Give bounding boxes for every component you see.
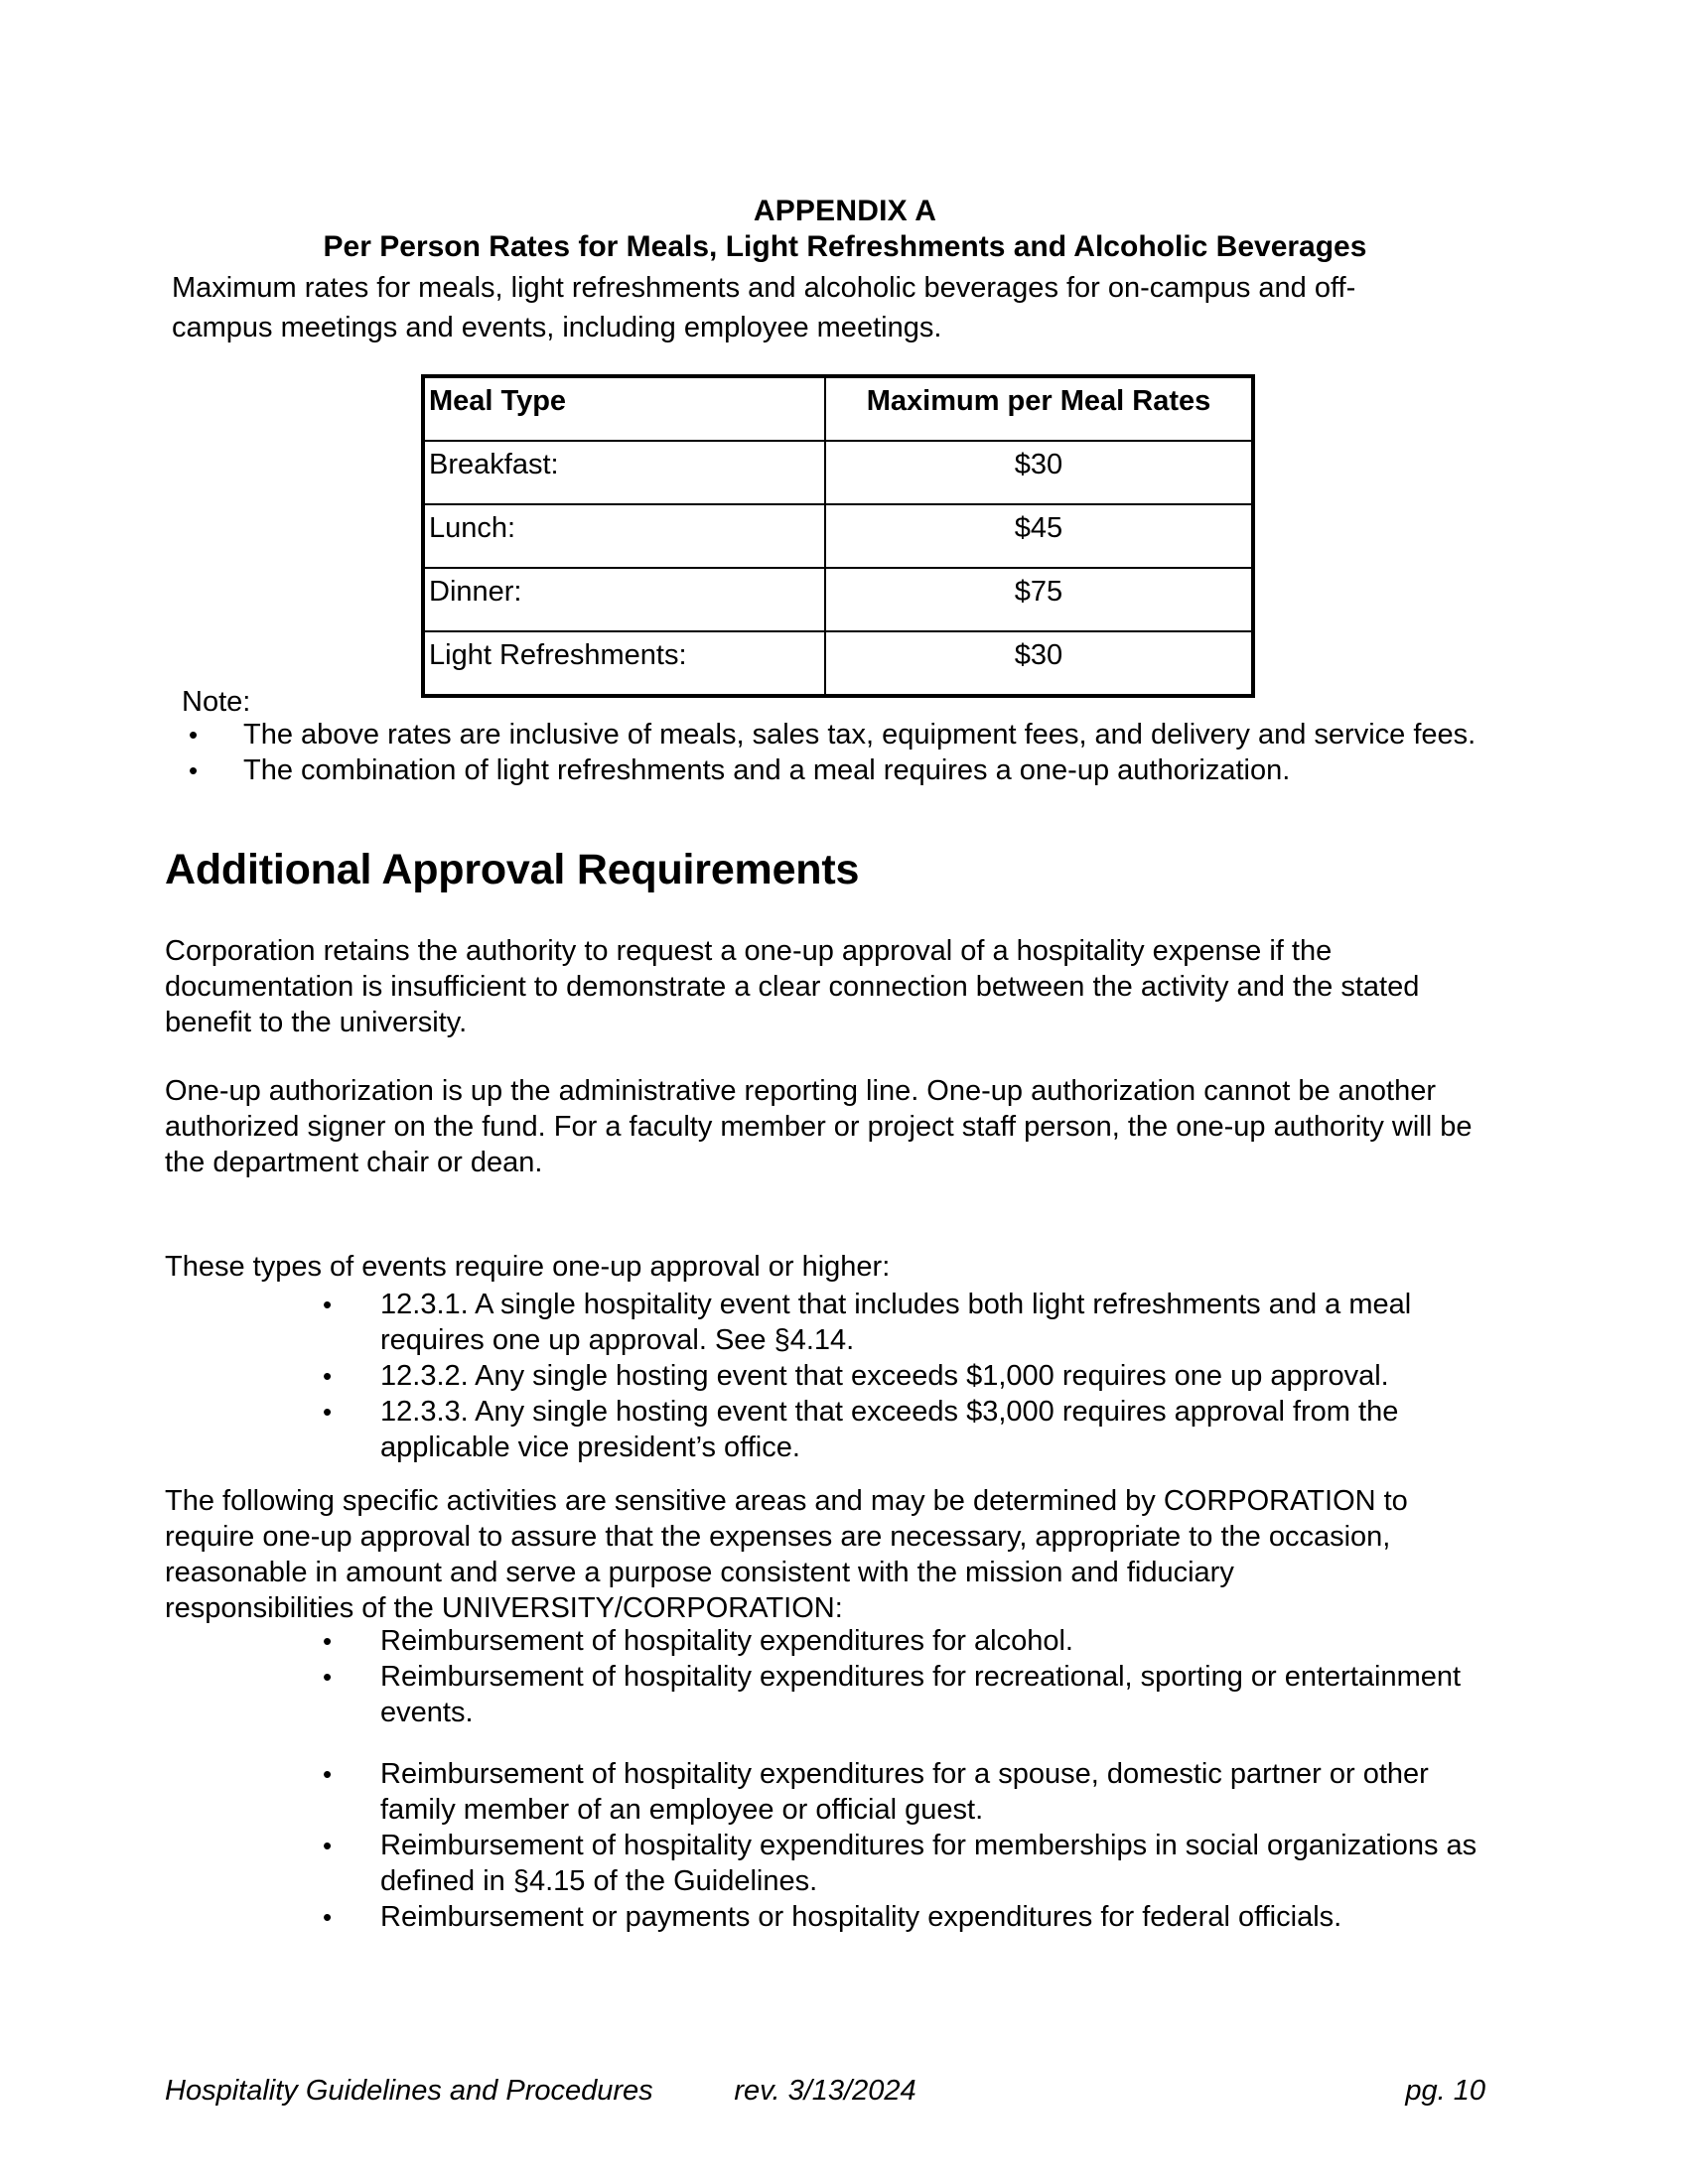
sensitive-bullet-text: Reimbursement or payments or hospitality expenditures for federal officials. bbox=[380, 1901, 1342, 1933]
intro-paragraph bbox=[172, 268, 1466, 347]
cell-meal-type-breakfast: Breakfast: bbox=[423, 441, 825, 504]
cell-rate-dinner: $75 bbox=[825, 568, 1253, 631]
list-item bbox=[323, 1828, 1484, 1899]
note-label: Note: bbox=[182, 686, 251, 718]
table-row bbox=[423, 504, 1253, 568]
cell-meal-type-dinner: Dinner: bbox=[423, 568, 825, 631]
list-item bbox=[323, 1623, 1484, 1659]
sensitive-activities-bullet-list bbox=[323, 1623, 1484, 1935]
table-row bbox=[423, 568, 1253, 631]
paragraph-one-up-authorization: One-up authorization is up the administrative reporting line. One-up authorization cannot be another authorized signer on the fund. For a faculty member or project staff person, the one-up authority will be the department chair or dean. bbox=[165, 1075, 1473, 1178]
cell-meal-type-light-refreshments: Light Refreshments: bbox=[423, 631, 825, 696]
list-item bbox=[323, 1287, 1484, 1358]
bullet-icon: • bbox=[323, 1902, 333, 1932]
table-row bbox=[423, 441, 1253, 504]
intro-line-1: Maximum rates for meals, light refreshments and alcoholic beverages for on-campus and off- bbox=[172, 272, 1356, 304]
paragraph-corporation-authority: Corporation retains the authority to request a one-up approval of a hospitality expense if the documentation is insufficient to demonstrate a clear connection between the activity and the stated benefit to the university. bbox=[165, 935, 1420, 1038]
bullet-icon: • bbox=[323, 1290, 333, 1319]
bullet-icon: • bbox=[323, 1397, 333, 1427]
approval-bullet-text: 12.3.1. A single hospitality event that includes both light refreshments and a meal requires one up approval. See §4.14. bbox=[380, 1289, 1412, 1356]
paragraph-event-types-lead-in: These types of events require one-up approval or higher: bbox=[165, 1251, 891, 1283]
list-item bbox=[323, 1394, 1484, 1465]
sensitive-bullet-text: Reimbursement of hospitality expenditures for alcohol. bbox=[380, 1625, 1073, 1657]
bullet-icon: • bbox=[323, 1361, 333, 1391]
intro-line-2: campus meetings and events, including employee meetings. bbox=[172, 312, 942, 343]
footer-page-number: pg. 10 bbox=[1405, 2075, 1485, 2107]
list-item bbox=[189, 752, 1479, 788]
cell-rate-lunch: $45 bbox=[825, 504, 1253, 568]
column-header-max-rate: Maximum per Meal Rates bbox=[825, 376, 1253, 441]
section-heading-additional-approval: Additional Approval Requirements bbox=[165, 846, 860, 893]
approval-bullet-text: 12.3.2. Any single hosting event that exceeds $1,000 requires one up approval. bbox=[380, 1360, 1389, 1392]
approval-bullet-text: 12.3.3. Any single hosting event that exceeds $3,000 requires approval from the applicable vice president’s office. bbox=[380, 1396, 1399, 1463]
table-row bbox=[423, 631, 1253, 696]
sensitive-bullet-text: Reimbursement of hospitality expenditures for memberships in social organizations as defined in §4.15 of the Guidelines. bbox=[380, 1830, 1477, 1897]
paragraph-sensitive-activities: The following specific activities are sensitive areas and may be determined by CORPORATION to require one-up approval to assure that the expenses are necessary, appropriate to the occasion, reasonable in amount and serve a purpose consistent with the mission and fiduciary responsibilities of the UNIVERSITY/CORPORATION: bbox=[165, 1485, 1408, 1624]
approval-bullet-list bbox=[323, 1287, 1484, 1465]
list-item bbox=[323, 1659, 1484, 1730]
note-bullet-text: The combination of light refreshments and a meal requires a one-up authorization. bbox=[243, 754, 1291, 786]
cell-meal-type-lunch: Lunch: bbox=[423, 504, 825, 568]
note-bullet-text: The above rates are inclusive of meals, sales tax, equipment fees, and delivery and service fees. bbox=[243, 719, 1477, 751]
column-header-meal-type: Meal Type bbox=[423, 376, 825, 441]
list-item bbox=[323, 1756, 1484, 1828]
list-item bbox=[189, 717, 1479, 752]
appendix-title: APPENDIX A bbox=[753, 195, 937, 227]
bullet-icon: • bbox=[323, 1662, 333, 1692]
table-header-row bbox=[423, 376, 1253, 441]
bullet-icon: • bbox=[323, 1759, 333, 1789]
sensitive-bullet-text: Reimbursement of hospitality expenditures for a spouse, domestic partner or other family member of an employee or official guest. bbox=[380, 1758, 1429, 1826]
list-item bbox=[323, 1899, 1484, 1935]
list-item bbox=[323, 1358, 1484, 1394]
cell-rate-light-refreshments: $30 bbox=[825, 631, 1253, 696]
note-bullet-list bbox=[189, 717, 1479, 788]
bullet-icon: • bbox=[189, 755, 199, 785]
bullet-icon: • bbox=[323, 1831, 333, 1860]
bullet-icon: • bbox=[189, 720, 199, 750]
cell-rate-breakfast: $30 bbox=[825, 441, 1253, 504]
footer-revision-date: rev. 3/13/2024 bbox=[734, 2075, 916, 2107]
bullet-icon: • bbox=[323, 1626, 333, 1656]
meal-rates-table bbox=[421, 374, 1255, 698]
sensitive-bullet-text: Reimbursement of hospitality expenditures for recreational, sporting or entertainment events. bbox=[380, 1661, 1462, 1728]
footer-document-title: Hospitality Guidelines and Procedures bbox=[165, 2075, 653, 2107]
appendix-subtitle: Per Person Rates for Meals, Light Refreshments and Alcoholic Beverages bbox=[323, 230, 1367, 263]
